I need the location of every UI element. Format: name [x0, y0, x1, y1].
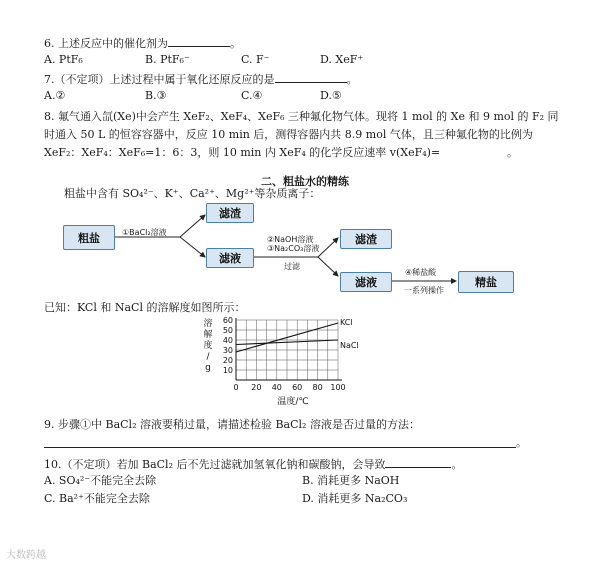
q7-stem-text: 7.（不定项）上述过程中属于氧化还原反应的是 — [44, 73, 275, 86]
y-tick-label: 10 — [222, 366, 233, 375]
x-tick-label: 80 — [312, 383, 323, 392]
arrow-to-filtrate2 — [318, 257, 338, 276]
x-tick-label: 40 — [271, 383, 282, 392]
x-tick-label: 20 — [251, 383, 262, 392]
filtrate1-box: 滤液 — [206, 248, 254, 268]
q8-end: 。 — [507, 146, 518, 159]
filtration-label: 过滤 — [284, 262, 300, 271]
q10-option-b: B. 消耗更多 NaOH — [302, 474, 400, 487]
q6-option-d: D. XeF⁺ — [320, 53, 364, 66]
y-tick-label: 20 — [222, 356, 233, 365]
filtrate2-box: 滤液 — [340, 272, 392, 292]
step2-label: ②NaOH溶液 — [267, 235, 314, 244]
q6-option-a: A. PtF₆ — [44, 53, 83, 66]
q6-stem-text: 6. 上述反应中的催化剂为 — [44, 37, 168, 50]
q9-answer-line[interactable] — [44, 447, 516, 448]
q10-stem — [44, 456, 462, 472]
q8-line-2: 时通入 50 L 的恒容容器中，反应 10 min 后，测得容器内共 8.9 mol 气体，且三种氟化物的比例为 — [44, 128, 533, 141]
q6-option-c: C. F⁻ — [241, 53, 270, 66]
arrow-to-residue1 — [180, 215, 205, 237]
q6-option-b: B. PtF₆⁻ — [145, 53, 190, 66]
step4-label: ④稀盐酸 — [405, 268, 437, 277]
q9-end: 。 — [516, 436, 527, 449]
q10-stem-text: 10.（不定项）若加 BaCl₂ 后不先过滤就加氢氧化钠和碳酸钠，会导致 — [44, 458, 386, 471]
y-axis-label: / — [206, 352, 210, 362]
q8-line-1: 8. 氟气通入氙(Xe)中会产生 XeF₂、XeF₄、XeF₆ 三种氟化物气体。现将 1 mol 的 Xe 和 9 mol 的 F₂ 同 — [44, 110, 559, 123]
y-axis-label: 溶 — [203, 319, 213, 329]
impurities-text: 粗盐中含有 SO₄²⁻、K⁺、Ca²⁺、Mg²⁺等杂质离子： — [64, 187, 321, 200]
known-text: 已知：KCl 和 NaCl 的溶解度如图所示： — [44, 301, 246, 314]
q8-line-3: XeF₂：XeF₄：XeF₆=1：6：3，则 10 min 内 XeF₄ 的化学反应速率 v(XeF₄)= — [44, 146, 441, 159]
solubility-chart — [200, 314, 370, 410]
x-tick-label: 100 — [330, 383, 346, 392]
residue1-box: 滤渣 — [206, 203, 254, 223]
q9-text: 9. 步骤①中 BaCl₂ 溶液要稍过量，请描述检验 BaCl₂ 溶液是否过量的方法： — [44, 418, 420, 431]
crude-salt-box: 粗盐 — [63, 225, 115, 250]
series-label-nacl: NaCl — [340, 341, 359, 350]
arrow-to-filtrate1 — [180, 237, 205, 257]
operations-label: 一系列操作 — [404, 286, 444, 295]
residue2-box: 滤渣 — [340, 229, 392, 249]
y-tick-label: 60 — [222, 316, 233, 325]
y-axis-label: 解 — [203, 330, 213, 340]
watermark: 大数跨越 — [6, 550, 46, 561]
y-axis-label: 度 — [203, 341, 213, 351]
q10-end: 。 — [451, 458, 463, 471]
section-title: 二、粗盐水的精练 — [261, 175, 349, 188]
q7-option-a: A.② — [44, 89, 66, 102]
x-axis-label: 温度/℃ — [277, 397, 309, 407]
y-tick-label: 30 — [222, 346, 233, 355]
x-tick-label: 60 — [292, 383, 303, 392]
q10-option-d: D. 消耗更多 Na₂CO₃ — [302, 492, 408, 505]
step3-label: ③Na₂CO₃溶液 — [267, 244, 320, 253]
step1-label: ①BaCl₂溶液 — [122, 228, 167, 237]
q10-option-a: A. SO₄²⁻不能完全去除 — [44, 474, 157, 487]
q7-option-c: C.④ — [241, 89, 263, 102]
x-tick-label: 0 — [233, 383, 239, 392]
q10-answer-blank[interactable] — [385, 456, 451, 468]
refined-salt-box: 精盐 — [458, 271, 514, 293]
series-label-kcl: KCl — [340, 318, 353, 327]
arrow-to-residue2 — [318, 238, 338, 257]
q7-end: 。 — [346, 73, 358, 86]
q7-option-b: B.③ — [145, 89, 167, 102]
y-tick-label: 50 — [222, 326, 233, 335]
q6-end: 。 — [230, 37, 241, 50]
q10-option-c: C. Ba²⁺不能完全去除 — [44, 492, 150, 505]
y-axis-label: g — [205, 363, 211, 373]
y-tick-label: 40 — [222, 336, 233, 345]
q7-option-d: D.⑤ — [320, 89, 342, 102]
